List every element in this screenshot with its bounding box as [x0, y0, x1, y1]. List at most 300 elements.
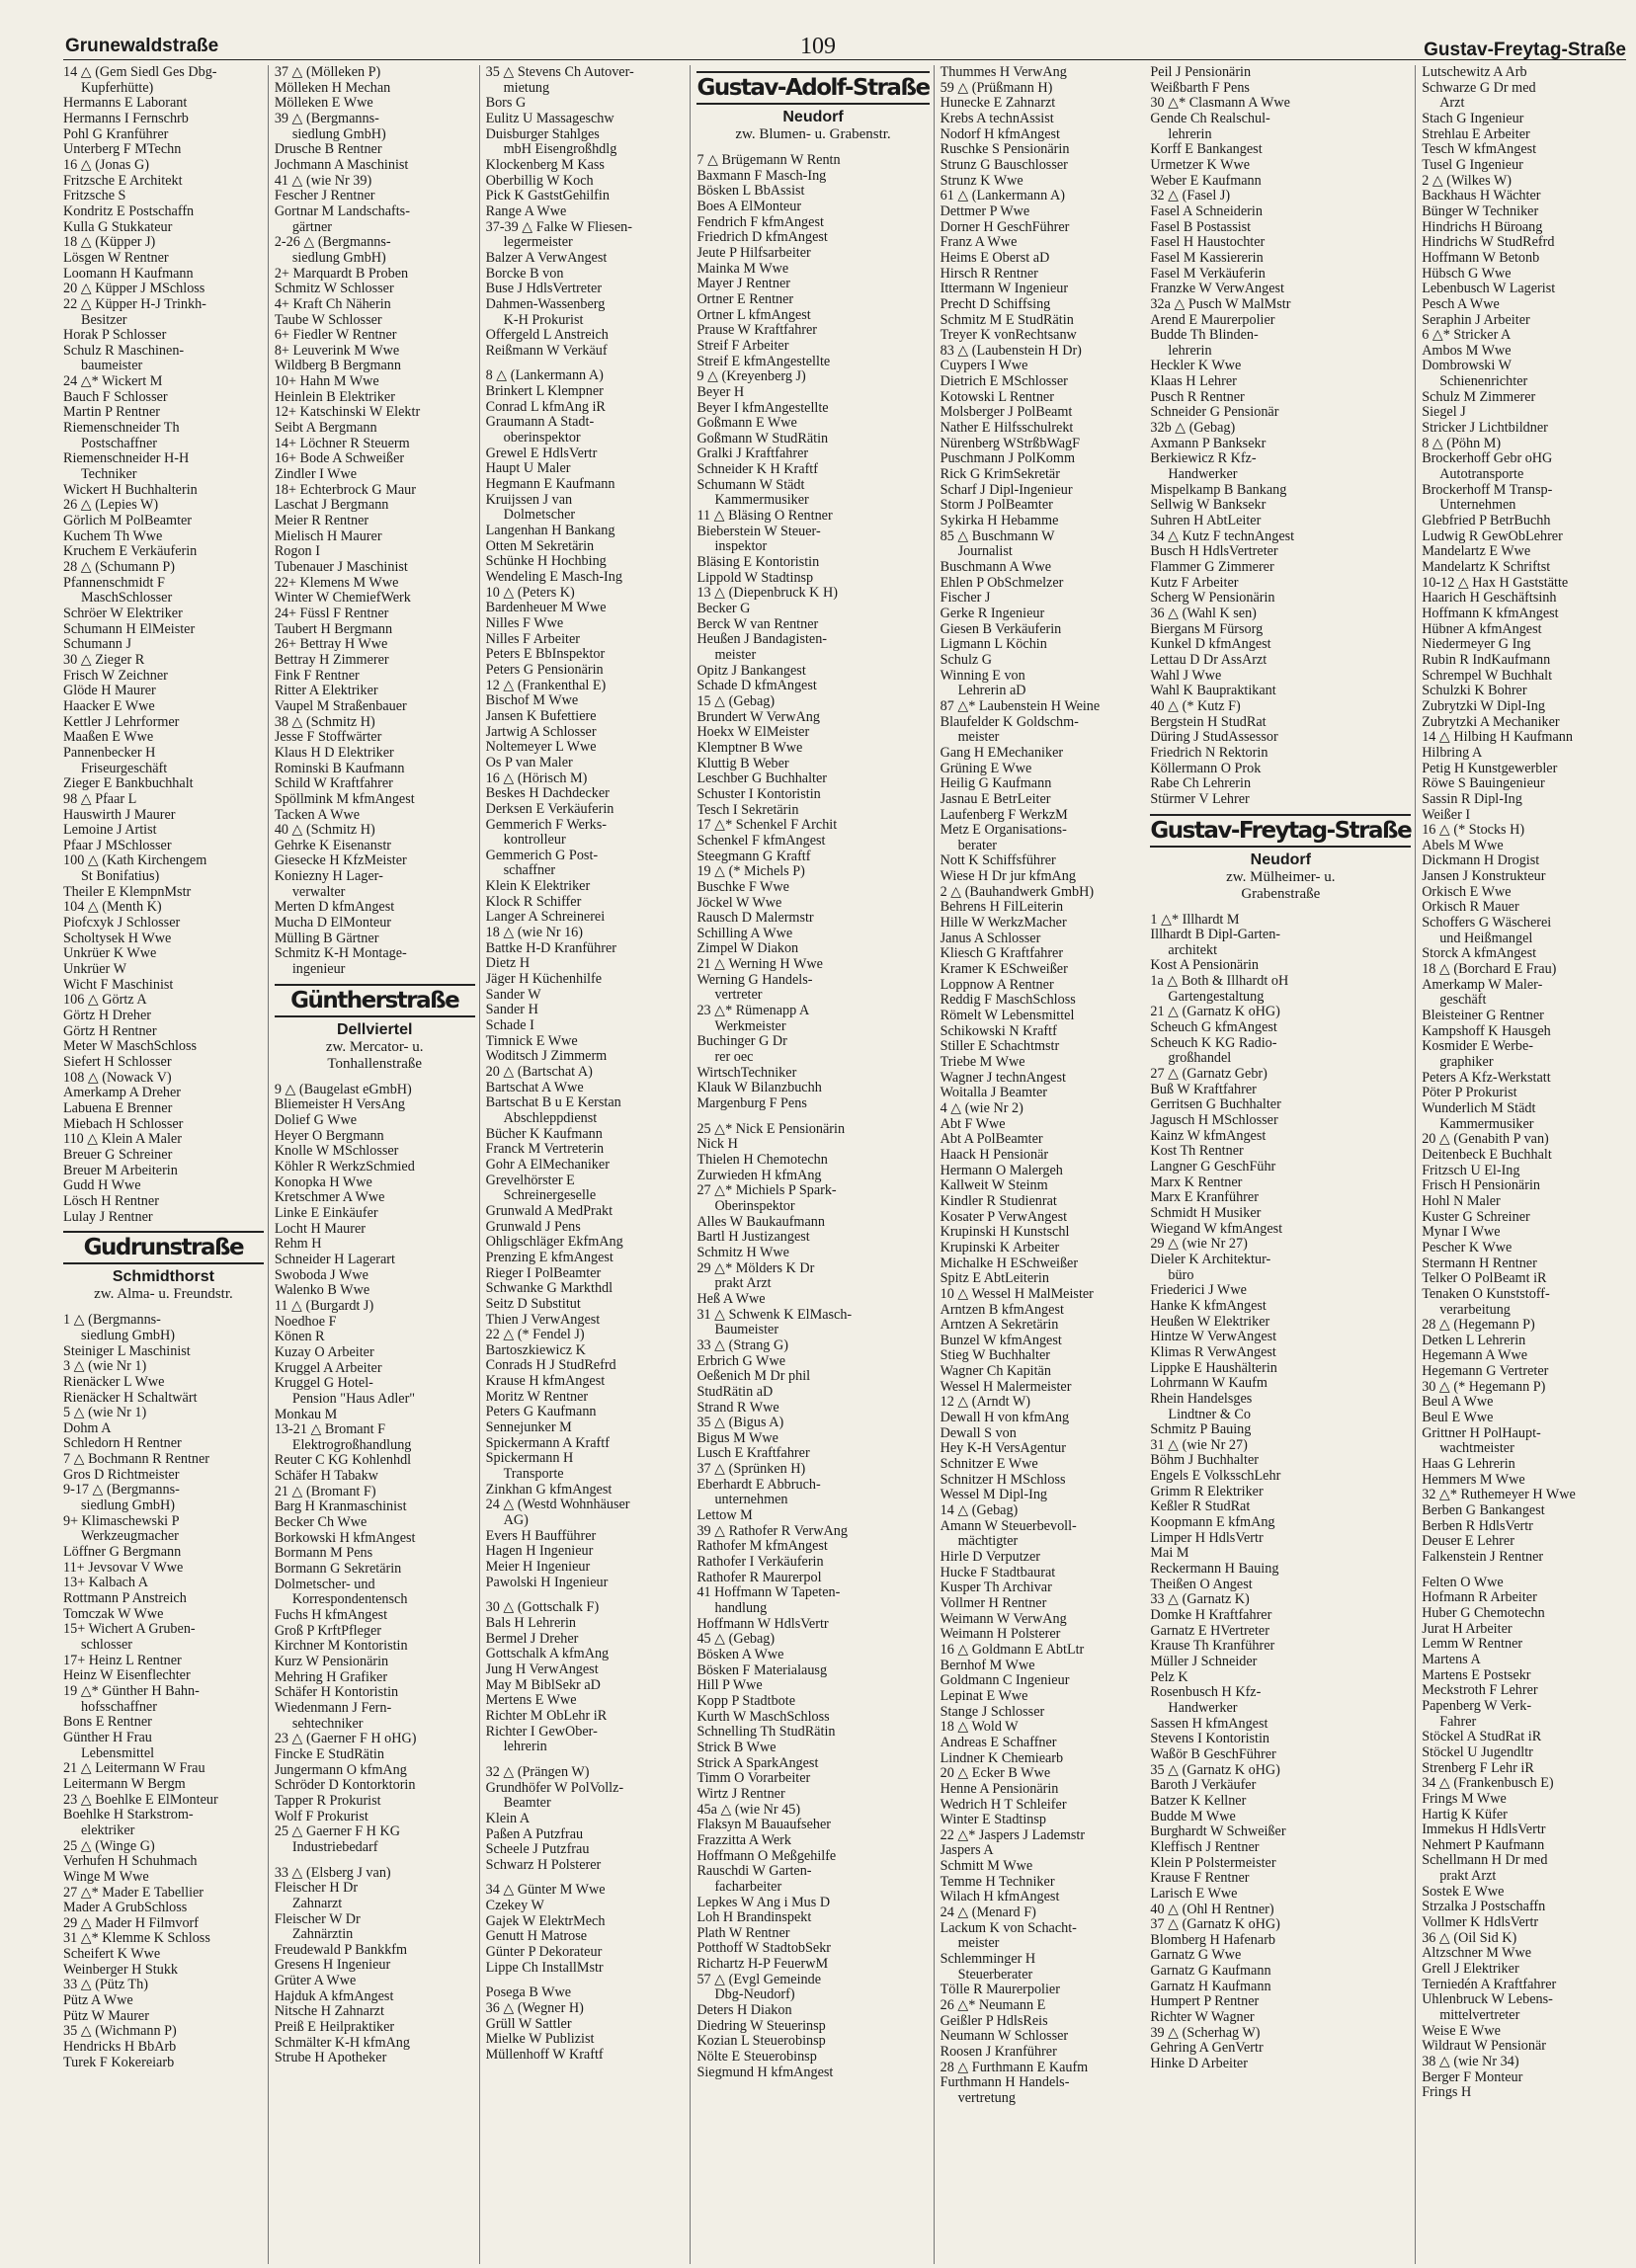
- directory-entry: 18 △ (wie Nr 16): [485, 925, 584, 941]
- directory-entry: Lippke E Haushälterin: [1150, 1359, 1277, 1376]
- directory-entry: 8 △ (Lankermann A): [485, 367, 604, 384]
- directory-entry: 6+ Fiedler W Rentner: [274, 327, 397, 344]
- directory-entry: Hucke F Stadtbaurat: [940, 1564, 1056, 1580]
- directory-entry: Kruggel G Hotel-: [274, 1375, 373, 1392]
- directory-entry: Loppnow A Rentner: [940, 976, 1054, 993]
- directory-entry: Stöckel U Jugendltr: [1422, 1743, 1533, 1760]
- directory-entry: Hindrichs H Büroang: [1422, 218, 1543, 235]
- directory-entry: Wunderlich M Städt: [1422, 1099, 1536, 1116]
- directory-entry: Winter W ChemiefWerk: [274, 590, 411, 607]
- directory-entry: Rienäcker L Wwe: [63, 1373, 165, 1390]
- directory-entry: Grell J Elektriker: [1422, 1961, 1519, 1978]
- directory-entry: Lusch E Kraftfahrer: [696, 1445, 810, 1462]
- directory-entry: Schoffers G Wäscherei: [1422, 915, 1552, 932]
- directory-entry: Böhm J Buchhalter: [1150, 1452, 1259, 1469]
- directory-entry: Wahl K Baupraktikant: [1150, 683, 1276, 699]
- directory-entry: Opitz J Bankangest: [696, 662, 806, 679]
- directory-entry: Fasel A Schneiderin: [1150, 202, 1263, 219]
- directory-entry: Steiniger L Maschinist: [63, 1342, 191, 1359]
- directory-entry: Orkisch E Wwe: [1422, 883, 1512, 900]
- directory-entry: Jurat H Arbeiter: [1422, 1620, 1513, 1637]
- directory-entry: Schwarz H Polsterer: [485, 1856, 602, 1873]
- directory-entry: Streif E kfmAngestellte: [696, 353, 831, 369]
- directory-entry: Grittner H PolHaupt-: [1422, 1424, 1541, 1441]
- directory-entry: Nölte E Steuerobinsp: [696, 2049, 817, 2066]
- entry-continuation: Besitzer: [81, 311, 127, 328]
- directory-entry: Nitsche H Zahnarzt: [274, 2003, 384, 2020]
- directory-entry: Beyer H: [696, 383, 745, 400]
- directory-entry: Vaupel M Straßenbauer: [274, 697, 407, 714]
- directory-entry: Mader A GrubSchloss: [63, 1900, 188, 1916]
- directory-entry: Lösgen W Rentner: [63, 249, 169, 266]
- directory-entry: Tomczak W Wwe: [63, 1605, 164, 1622]
- directory-entry: Fasel M Kassiererin: [1150, 249, 1264, 266]
- directory-entry: Neumann W Schlosser: [940, 2028, 1069, 2045]
- directory-entry: Blomberg H Hafenarb: [1150, 1931, 1276, 1948]
- directory-entry: Schulz G: [940, 651, 993, 668]
- directory-entry: 40 △ (Ohl H Rentner): [1150, 1901, 1274, 1917]
- directory-entry: Sostek E Wwe: [1422, 1883, 1505, 1900]
- directory-entry: Jansen K Bufettiere: [485, 707, 597, 724]
- directory-entry: 4+ Kraft Ch Näherin: [274, 295, 391, 312]
- directory-entry: Schmälter K-H kfmAng: [274, 2034, 410, 2051]
- directory-entry: Pfannenschmidt F: [63, 574, 165, 591]
- entry-continuation: rer oec: [714, 1049, 754, 1066]
- page-header: [0, 0, 1636, 60]
- entry-continuation: Zahnärztin: [291, 1926, 354, 1943]
- directory-entry: Strenberg F Lehr iR: [1422, 1759, 1534, 1776]
- entry-continuation: meister: [957, 729, 1000, 746]
- directory-entry: Furthmann H Handels-: [940, 2074, 1070, 2091]
- directory-entry: Grimm R Elektriker: [1150, 1483, 1264, 1499]
- directory-entry: Tesch I Sekretärin: [696, 801, 799, 818]
- directory-entry: 5 △ (wie Nr 1): [63, 1405, 147, 1421]
- directory-entry: Dombrowski W: [1422, 358, 1512, 374]
- directory-entry: Moritz W Rentner: [485, 1388, 589, 1405]
- directory-entry: 15+ Wichert A Gruben-: [63, 1621, 196, 1638]
- directory-entry: Winter E Stadtinsp: [940, 1812, 1047, 1828]
- directory-entry: Ortner L kfmAngest: [696, 306, 811, 323]
- entry-continuation: siedlung GmbH): [291, 125, 386, 142]
- directory-entry: Heckler K Wwe: [1150, 358, 1242, 374]
- directory-entry: Bösken A Wwe: [696, 1647, 784, 1662]
- entry-continuation: Arzt: [1439, 95, 1465, 112]
- directory-entry: Jagusch H MSchlosser: [1150, 1112, 1278, 1129]
- directory-entry: Kulla G Stukkateur: [63, 218, 173, 235]
- directory-entry: Andreas E Schaffner: [940, 1734, 1057, 1750]
- directory-entry: 16 △ (Jonas G): [63, 156, 149, 173]
- directory-entry: 18 △ (Borchard E Frau): [1422, 961, 1557, 978]
- street-range: Tonhallenstraße: [327, 1055, 423, 1072]
- entry-continuation: Zahnarzt: [291, 1895, 343, 1911]
- directory-entry: Scheele J Putzfrau: [485, 1841, 590, 1858]
- directory-entry: Mielke W Publizist: [485, 2031, 595, 2048]
- directory-entry: Brockerhoff Gebr oHG: [1422, 450, 1553, 467]
- directory-entry: Borkowski H kfmAngest: [274, 1529, 416, 1546]
- directory-entry: Deitenbeck E Buchhalt: [1422, 1146, 1552, 1163]
- directory-entry: Beul E Wwe: [1422, 1410, 1494, 1426]
- district-name: Neudorf: [1250, 850, 1311, 868]
- directory-entry: Laufenberg F WerkzM: [940, 806, 1068, 823]
- directory-entry: Nilles F Arbeiter: [485, 630, 580, 647]
- directory-entry: Labuena E Brenner: [63, 1099, 173, 1116]
- directory-entry: Riemenschneider H-H: [63, 450, 190, 467]
- entry-continuation: siedlung GmbH): [81, 1498, 175, 1514]
- directory-entry: Fendrich F kfmAngest: [696, 213, 824, 230]
- directory-entry: 21 △ (Garnatz K oHG): [1150, 1004, 1280, 1020]
- directory-entry: Dettmer P Wwe: [940, 202, 1030, 219]
- directory-entry: Giesecke H KfzMeister: [274, 852, 407, 869]
- directory-entry: 20 △ (Genabith P van): [1422, 1131, 1549, 1148]
- directory-entry: Köhler R WerkzSchmied: [274, 1159, 415, 1174]
- directory-entry: 22+ Klemens M Wwe: [274, 574, 399, 591]
- directory-entry: 13 △ (Diepenbruck K H): [696, 585, 838, 602]
- directory-entry: Wicht F Maschinist: [63, 976, 174, 993]
- directory-entry: Ruschke S Pensionärin: [940, 141, 1070, 158]
- directory-entry: Korff E Bankangest: [1150, 141, 1263, 158]
- entry-continuation: hofsschaffner: [81, 1698, 157, 1715]
- directory-entry: 39 △ (Scherhag W): [1150, 2024, 1261, 2041]
- directory-entry: Linke E Einkäufer: [274, 1204, 378, 1221]
- directory-entry: Jöckel W Wwe: [696, 894, 782, 911]
- entry-continuation: inspektor: [714, 538, 768, 555]
- directory-entry: 19 △ (* Michels P): [696, 863, 805, 880]
- directory-entry: Zubrytzki W Dipl-Ing: [1422, 697, 1545, 714]
- entry-continuation: büro: [1168, 1266, 1194, 1283]
- directory-entry: Bläsing E Kontoristin: [696, 554, 820, 571]
- directory-entry: Mielisch H Maurer: [274, 527, 382, 544]
- directory-entry: Conrad L kfmAng iR: [485, 398, 606, 415]
- directory-entry: 35 △ (Garnatz K oHG): [1150, 1761, 1280, 1778]
- entry-continuation: Handwerker: [1168, 466, 1238, 483]
- directory-entry: Kurz W Pensionärin: [274, 1654, 389, 1669]
- directory-entry: Offergeld L Anstreich: [485, 327, 609, 344]
- directory-entry: Treyer K vonRechtsanw: [940, 327, 1077, 344]
- directory-entry: Barg H Kranmaschinist: [274, 1498, 407, 1515]
- directory-entry: Kurth W MaschSchloss: [696, 1708, 830, 1725]
- directory-entry: 38 △ (wie Nr 34): [1422, 2054, 1519, 2069]
- directory-entry: 24 △* Wickert M: [63, 373, 163, 390]
- directory-entry: Klein P Polstermeister: [1150, 1854, 1276, 1871]
- directory-entry: Mölleken E Wwe: [274, 95, 373, 112]
- directory-entry: Stange J Schlosser: [940, 1703, 1045, 1720]
- directory-entry: Weimann W VerwAng: [940, 1610, 1067, 1627]
- directory-entry: Ritter A Elektriker: [274, 683, 378, 699]
- directory-entry: Dolmetscher- und: [274, 1576, 375, 1592]
- directory-entry: Flammer G Zimmerer: [1150, 559, 1274, 575]
- entry-continuation: Schienenrichter: [1439, 373, 1528, 390]
- directory-entry: Dolief G Wwe: [274, 1112, 358, 1129]
- directory-entry: Becker Ch Wwe: [274, 1514, 368, 1531]
- directory-entry: Scharf J Dipl-Ingenieur: [940, 481, 1073, 498]
- entry-continuation: und Heißmangel: [1439, 930, 1533, 946]
- directory-entry: Bigus M Wwe: [696, 1429, 778, 1446]
- directory-entry: Heims E Oberst aD: [940, 249, 1050, 266]
- directory-entry: Haas G Lehrerin: [1422, 1456, 1515, 1473]
- directory-entry: Scheuch K KG Radio-: [1150, 1034, 1277, 1051]
- directory-entry: Reißmann W Verkäuf: [485, 342, 608, 359]
- directory-entry: Berck W van Rentner: [696, 615, 819, 632]
- directory-entry: Bartschat A Wwe: [485, 1079, 584, 1095]
- directory-entry: 10 △ Wessel H MalMeister: [940, 1285, 1094, 1302]
- col-5: [1144, 65, 1415, 2264]
- directory-entry: Hilbring A: [1422, 744, 1483, 761]
- directory-entry: Pöter P Prokurist: [1422, 1085, 1517, 1101]
- directory-entry: Orkisch R Mauer: [1422, 899, 1519, 916]
- directory-entry: Gehring A GenVertr: [1150, 2040, 1264, 2057]
- street-heading: Güntherstraße: [275, 984, 475, 1017]
- directory-entry: Graumann A Stadt-: [485, 414, 595, 431]
- directory-entry: Gerritsen G Buchhalter: [1150, 1096, 1281, 1113]
- directory-entry: Maaßen E Wwe: [63, 729, 154, 746]
- directory-entry: Klaas H Lehrer: [1150, 373, 1237, 390]
- directory-entry: Pawolski H Ingenieur: [485, 1574, 609, 1590]
- directory-entry: 29 △ (wie Nr 27): [1150, 1236, 1248, 1253]
- directory-entry: Frings H: [1422, 2084, 1472, 2101]
- directory-entry: Boes A ElMonteur: [696, 198, 802, 214]
- directory-entry: Kuzay O Arbeiter: [274, 1343, 374, 1360]
- directory-entry: Beskes H Dachdecker: [485, 785, 610, 802]
- directory-entry: 40 △ (Schmitz H): [274, 822, 375, 839]
- directory-entry: Pusch R Rentner: [1150, 388, 1245, 405]
- directory-entry: Gemmerich G Post-: [485, 847, 599, 863]
- directory-entry: 23 △* Rümenapp A: [696, 1003, 810, 1019]
- directory-entry: 9-17 △ (Bergmanns-: [63, 1482, 180, 1498]
- directory-entry: Koopmann E kfmAng: [1150, 1514, 1275, 1531]
- entry-continuation: Dolmetscher: [503, 507, 576, 524]
- directory-entry: Fischer J: [940, 590, 991, 607]
- directory-entry: Bartoszkiewicz K: [485, 1341, 586, 1358]
- directory-entry: Hajduk A kfmAngest: [274, 1987, 394, 2004]
- directory-entry: Rottmann P Anstreich: [63, 1590, 187, 1607]
- entry-continuation: ingenieur: [291, 961, 346, 978]
- directory-entry: 33 △ (Strang G): [696, 1336, 788, 1353]
- directory-entry: Spöllmink M kfmAngest: [274, 790, 415, 807]
- directory-entry: Jung H VerwAngest: [485, 1660, 599, 1677]
- directory-entry: Scholtysek H Wwe: [63, 930, 172, 946]
- directory-entry: Ludwig R GewObLehrer: [1422, 527, 1563, 544]
- directory-entry: Balzer A VerwAngest: [485, 249, 608, 266]
- directory-entry: Heußen J Bandagisten-: [696, 631, 828, 648]
- directory-entry: Humpert P Rentner: [1150, 1993, 1260, 2010]
- entry-continuation: Oberinspektor: [714, 1197, 795, 1214]
- directory-entry: Keßler R StudRat: [1150, 1498, 1251, 1515]
- directory-entry: Schellmann H Dr med: [1422, 1852, 1548, 1869]
- directory-entry: Flaksyn M Bauaufseher: [696, 1817, 831, 1833]
- directory-entry: Scheuch G kfmAngest: [1150, 1019, 1277, 1036]
- directory-entry: Mispelkamp B Bankang: [1150, 481, 1287, 498]
- directory-entry: 2+ Marquardt B Proben: [274, 265, 409, 282]
- entry-continuation: vertretung: [957, 2089, 1016, 2106]
- directory-entry: 32 △ (Fasel J): [1150, 188, 1231, 204]
- entry-continuation: Kammermusiker: [714, 492, 809, 509]
- directory-entry: Rominski B Kaufmann: [274, 760, 405, 776]
- directory-entry: Garnatz E HVertreter: [1150, 1622, 1269, 1639]
- directory-entry: Woditsch J Zimmerm: [485, 1048, 608, 1065]
- directory-entry: Lohrmann W Kaufm: [1150, 1375, 1268, 1392]
- directory-entry: 1 △ (Bergmanns-: [63, 1312, 161, 1329]
- directory-entry: 14+ Löchner R Steuerm: [274, 435, 410, 451]
- directory-entry: Schnitzer H MSchloss: [940, 1471, 1066, 1488]
- directory-entry: 87 △* Laubenstein H Weine: [940, 697, 1101, 714]
- directory-entry: Kost Th Rentner: [1150, 1143, 1244, 1160]
- directory-entry: Stach G Ingenieur: [1422, 110, 1524, 126]
- street-range: Grabenstraße: [1241, 885, 1321, 902]
- directory-entry: Tusel G Ingenieur: [1422, 156, 1523, 173]
- directory-entry: Kruijssen J van: [485, 491, 573, 508]
- directory-entry: Hill P Wwe: [696, 1677, 763, 1694]
- directory-entry: 9 △ (Baugelast eGmbH): [274, 1081, 412, 1097]
- directory-entry: Jartwig A Schlosser: [485, 723, 597, 740]
- directory-entry: Strunz K Wwe: [940, 172, 1023, 189]
- directory-entry: 12 △ (Arndt W): [940, 1394, 1031, 1411]
- directory-entry: Rehm H: [274, 1236, 322, 1253]
- directory-entry: 31 △ Schwenk K ElMasch-: [696, 1306, 853, 1323]
- directory-entry: Backhaus H Wächter: [1422, 188, 1541, 204]
- directory-entry: 14 △ (Gebag): [940, 1502, 1019, 1519]
- directory-entry: Gemmerich F Werks-: [485, 816, 607, 833]
- directory-entry: Krebs A technAssist: [940, 110, 1054, 126]
- directory-entry: Löffner G Bergmann: [63, 1544, 182, 1561]
- directory-entry: Schmitz P Bauing: [1150, 1421, 1252, 1438]
- directory-entry: Schikowski N Kraftf: [940, 1022, 1057, 1039]
- directory-entry: Strehlau E Arbeiter: [1422, 125, 1530, 142]
- directory-entry: Fleischer H Dr: [274, 1880, 359, 1897]
- directory-entry: Freudewald P Bankkfm: [274, 1941, 408, 1958]
- directory-entry: Mandelartz E Wwe: [1422, 543, 1531, 560]
- directory-entry: Unkrüer K Wwe: [63, 945, 157, 962]
- directory-entry: Meier R Rentner: [274, 513, 369, 529]
- directory-entry: 32a △ Pusch W MalMstr: [1150, 295, 1291, 312]
- directory-entry: 23 △ (Gaerner F H oHG): [274, 1731, 417, 1747]
- directory-entry: Busch H HdlsVertreter: [1150, 543, 1278, 560]
- directory-entry: Bartl H Justizangest: [696, 1229, 810, 1246]
- directory-entry: Bleisteiner G Rentner: [1422, 1008, 1544, 1024]
- entry-continuation: graphiker: [1439, 1054, 1494, 1070]
- directory-entry: Abels M Wwe: [1422, 837, 1504, 853]
- directory-entry: Wendeling E Masch-Ing: [485, 569, 622, 585]
- directory-entry: Bösken F Materialausg: [696, 1661, 828, 1678]
- directory-entry: Wickert H Buchhalterin: [63, 481, 198, 498]
- directory-entry: Kallweit W Steinm: [940, 1177, 1048, 1194]
- directory-entry: Schnitzer E Wwe: [940, 1456, 1038, 1473]
- directory-entry: Hintze W VerwAngest: [1150, 1329, 1277, 1345]
- directory-entry: 33 △ (Pütz Th): [63, 1977, 148, 1993]
- entry-continuation: handlung: [714, 1600, 768, 1617]
- directory-entry: Hübner A kfmAngest: [1422, 620, 1542, 637]
- directory-entry: 18 △ Wold W: [940, 1719, 1019, 1736]
- directory-entry: Axmann P Banksekr: [1150, 435, 1267, 451]
- directory-entry: Schäfer H Tabakw: [274, 1468, 378, 1485]
- directory-entry: Genutt H Matrose: [485, 1928, 588, 1945]
- directory-entry: Grüter A Wwe: [274, 1973, 357, 1989]
- directory-entry: Gudd H Wwe: [63, 1177, 141, 1194]
- directory-entry: Buschmann A Wwe: [940, 559, 1052, 575]
- directory-entry: Friedrich D kfmAngest: [696, 229, 828, 246]
- directory-entry: Schmitz K-H Montage-: [274, 945, 407, 962]
- directory-entry: Wiegand W kfmAngest: [1150, 1220, 1283, 1237]
- directory-entry: Heußen W Elektriker: [1150, 1313, 1270, 1330]
- directory-entry: Nott K Schiffsführer: [940, 852, 1056, 869]
- directory-entry: Wildberg B Bergmann: [274, 358, 401, 374]
- directory-entry: Kunkel D kfmAngest: [1150, 636, 1271, 653]
- directory-entry: Krause H kfmAngest: [485, 1373, 606, 1390]
- directory-entry: Bösken L BbAssist: [696, 183, 805, 200]
- directory-entry: Bardenheuer M Wwe: [485, 600, 607, 616]
- directory-entry: Peters E BbInspektor: [485, 646, 606, 663]
- entry-continuation: Pension "Haus Adler": [291, 1390, 416, 1407]
- directory-entry: Kliesch G Kraftfahrer: [940, 945, 1064, 962]
- directory-entry: Pütz W Maurer: [63, 2007, 149, 2024]
- directory-entry: Franz A Wwe: [940, 234, 1018, 251]
- directory-entry: Siegel J: [1422, 404, 1466, 421]
- directory-entry: 26 △ (Lepies W): [63, 497, 159, 514]
- directory-entry: Strand R Wwe: [696, 1399, 779, 1416]
- entry-continuation: Gartengestaltung: [1168, 988, 1265, 1005]
- directory-entry: Detken L Lehrerin: [1422, 1332, 1526, 1348]
- directory-entry: 40 △ (* Kutz F): [1150, 697, 1241, 714]
- directory-entry: Weißer I: [1422, 806, 1471, 823]
- street-heading: Gustav-Adolf-Straße: [696, 71, 929, 105]
- directory-entry: Beyer I kfmAngestellte: [696, 399, 829, 416]
- directory-entry: Frings M Wwe: [1422, 1790, 1507, 1807]
- entry-continuation: Fahrer: [1439, 1713, 1477, 1730]
- directory-entry: 13-21 △ Bromant F: [274, 1421, 386, 1438]
- directory-entry: 27 △* Mader E Tabellier: [63, 1884, 204, 1901]
- directory-entry: 8+ Leuverink M Wwe: [274, 342, 400, 359]
- directory-entry: Koniezny H Lager-: [274, 868, 383, 885]
- directory-entry: 24 △ (Menard F): [940, 1904, 1036, 1921]
- directory-entry: Vollmer K HdlsVertr: [1422, 1914, 1539, 1931]
- directory-entry: Gang H EMechaniker: [940, 744, 1064, 761]
- directory-entry: Klein A: [485, 1810, 531, 1826]
- directory-entry: Breuer G Schreiner: [63, 1146, 173, 1163]
- directory-entry: 2 △ (Bauhandwerk GmbH): [940, 883, 1095, 900]
- directory-entry: Steegmann G Kraftf: [696, 848, 811, 864]
- directory-entry: 38 △ (Schmitz H): [274, 713, 375, 730]
- directory-entry: Kampshoff K Hausgeh: [1422, 1022, 1551, 1039]
- directory-entry: Biergans M Fürsorg: [1150, 620, 1264, 637]
- directory-entry: Sassin R Dipl-Ing: [1422, 790, 1522, 807]
- entry-continuation: K-H Prokurist: [503, 311, 584, 328]
- col-1: [268, 65, 479, 2264]
- directory-entry: Kindler R Studienrat: [940, 1192, 1057, 1209]
- directory-columns: [63, 65, 1626, 2264]
- directory-entry: Rauschdi W Garten-: [696, 1863, 812, 1880]
- directory-entry: Jesse F Stoffwärter: [274, 729, 382, 746]
- directory-entry: Terniedén A Kraftfahrer: [1422, 1976, 1557, 1992]
- directory-entry: Scheifert K Wwe: [63, 1946, 161, 1963]
- entry-continuation: vertreter: [714, 987, 763, 1004]
- directory-entry: Drusche B Rentner: [274, 141, 382, 158]
- directory-entry: Abt A PolBeamter: [940, 1131, 1043, 1148]
- directory-entry: Wildraut W Pensionär: [1422, 2038, 1546, 2055]
- directory-entry: Mainka M Wwe: [696, 260, 789, 277]
- directory-entry: Illhardt B Dipl-Garten-: [1150, 927, 1281, 943]
- entry-continuation: verwalter: [291, 883, 346, 900]
- directory-entry: 14 △ (Gem Siedl Ges Dbg-: [63, 64, 217, 80]
- directory-entry: Gohr A ElMechaniker: [485, 1156, 610, 1173]
- directory-entry: Rabe Ch Lehrerin: [1150, 775, 1252, 792]
- directory-entry: Buchinger G Dr: [696, 1033, 787, 1050]
- directory-entry: Schröer W Elektriker: [63, 605, 183, 621]
- directory-entry: Lepkes W Ang i Mus D: [696, 1894, 831, 1910]
- spacer: [1150, 903, 1411, 913]
- entry-continuation: architekt: [1168, 941, 1218, 958]
- directory-entry: Brockerhoff M Transp-: [1422, 481, 1553, 498]
- directory-entry: Bartschat B u E Kerstan: [485, 1094, 621, 1111]
- directory-entry: Weinberger H Stukk: [63, 1961, 179, 1978]
